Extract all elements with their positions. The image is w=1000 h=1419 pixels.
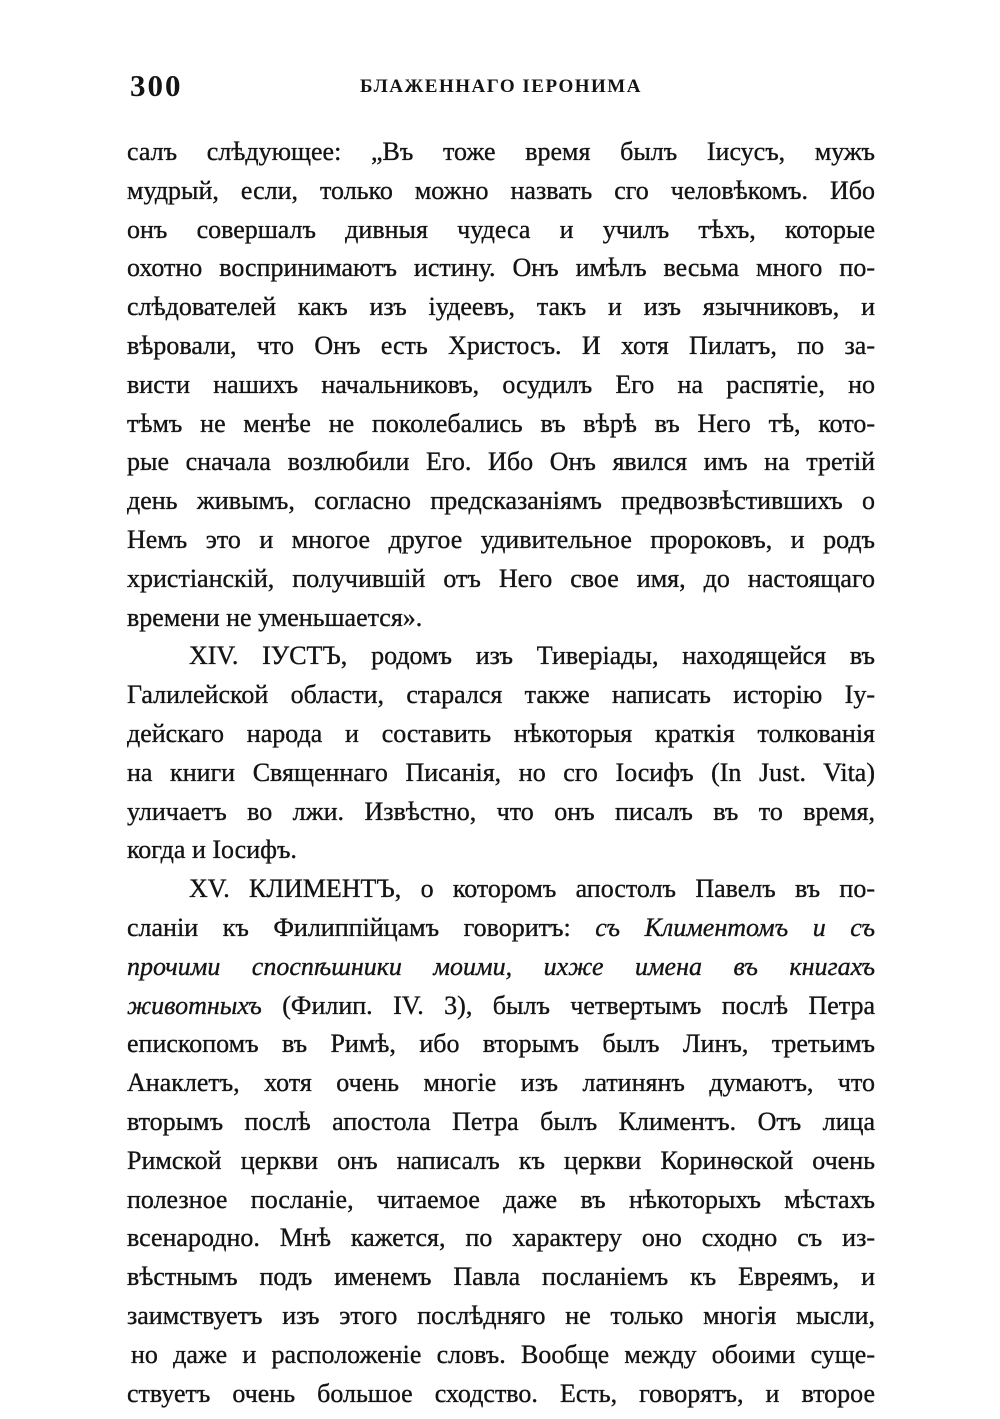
- text-line: вѣровали, что Онъ есть Христосъ. И хотя Пилатъ, по за-: [127, 330, 875, 360]
- text-line: уличаетъ во лжи. Извѣстно, что онъ писалъ въ то время,: [127, 796, 875, 826]
- text-span: сланіи къ Филиппійцамъ говоритъ:: [127, 912, 596, 942]
- italic-quote: животныхъ: [127, 990, 262, 1020]
- text-line: но даже и расположеніе словъ. Вообще между обоими суще-: [131, 1339, 875, 1369]
- text-line: [127, 987, 875, 1026]
- text-line: охотно воспринимаютъ истину. Онъ имѣлъ весьма много по-: [127, 253, 875, 283]
- text-line: на книги Священнаго Писанія, но сго Іосифъ (In Just. Vita): [127, 757, 875, 787]
- italic-quote-line: прочими споспѣшники моими, ихже имена въ книгахъ: [127, 951, 875, 981]
- text-line: [127, 909, 875, 948]
- text-line: вторымъ послѣ апостола Петра былъ Климентъ. Отъ лица: [127, 1106, 875, 1136]
- text-line: когда и Іосифъ.: [127, 835, 297, 865]
- text-line: Анаклетъ, хотя очень многіе изъ латинянъ думаютъ, что: [127, 1068, 875, 1098]
- text-line: салъ слѣдующее: „Въ тоже время былъ Іисусъ, мужъ: [127, 137, 875, 166]
- text-span: (Филип. IV. 3), былъ четвертымъ послѣ Петра: [261, 990, 875, 1020]
- text-line: всенародно. Мнѣ кажется, по характеру оно сходно съ из-: [127, 1223, 875, 1253]
- text-line: ствуетъ очень большое сходство. Есть, говорятъ, и второе: [127, 1378, 875, 1408]
- body-text: [127, 133, 875, 1413]
- text-line: слѣдователей какъ изъ іудеевъ, такъ и изъ язычниковъ, и: [127, 292, 875, 322]
- text-line: день живымъ, согласно предсказаніямъ предвозвѣстившихъ о: [127, 486, 875, 516]
- text-line: висти нашихъ начальниковъ, осудилъ Его на распятіе, но: [127, 369, 875, 399]
- text-line: онъ совершалъ дивныя чудеса и училъ тѣхъ, которые: [127, 214, 875, 244]
- section-heading-line: XIV. ІУСТЪ, родомъ изъ Тиверіады, находящейся въ: [189, 641, 875, 671]
- text-line: дейскаго народа и составить нѣкоторыя краткія толкованія: [127, 718, 875, 748]
- text-line: епископомъ въ Римѣ, ибо вторымъ былъ Линъ, третьимъ: [127, 1029, 875, 1059]
- text-line: христіанскій, получившій отъ Него свое имя, до настоящаго: [127, 563, 875, 593]
- running-head: [130, 68, 872, 110]
- text-line: тѣмъ не менѣе не поколебались въ вѣрѣ въ Него тѣ, кото-: [127, 408, 875, 438]
- text-line: мудрый, если, только можно назвать сго человѣкомъ. Ибо: [127, 175, 875, 205]
- text-line: Римской церкви онъ написалъ къ церкви Коринѳской очень: [127, 1145, 875, 1175]
- section-heading-line: XV. КЛИМЕНТЪ, о которомъ апостолъ Павелъ въ по-: [189, 874, 875, 904]
- page-number: 300: [130, 68, 183, 103]
- text-line: заимствуетъ изъ этого послѣдняго не только многія мысли,: [127, 1300, 875, 1330]
- text-line: вѣстнымъ подъ именемъ Павла посланіемъ къ Евреямъ, и: [127, 1262, 875, 1292]
- running-title: БЛАЖЕННАГО ІЕРОНИМА: [360, 76, 642, 97]
- text-line: времени не уменьшается».: [127, 602, 423, 632]
- text-line: Немъ это и многое другое удивительное пророковъ, и родъ: [127, 524, 875, 554]
- text-line: Галилейской области, старался также написать исторію Іу-: [127, 680, 875, 710]
- text-line: полезное посланіе, читаемое даже въ нѣкоторыхъ мѣстахъ: [127, 1184, 875, 1214]
- italic-quote: съ Климентомъ и съ: [595, 912, 875, 942]
- text-line: рые сначала возлюбили Его. Ибо Онъ явился имъ на третій: [127, 447, 875, 477]
